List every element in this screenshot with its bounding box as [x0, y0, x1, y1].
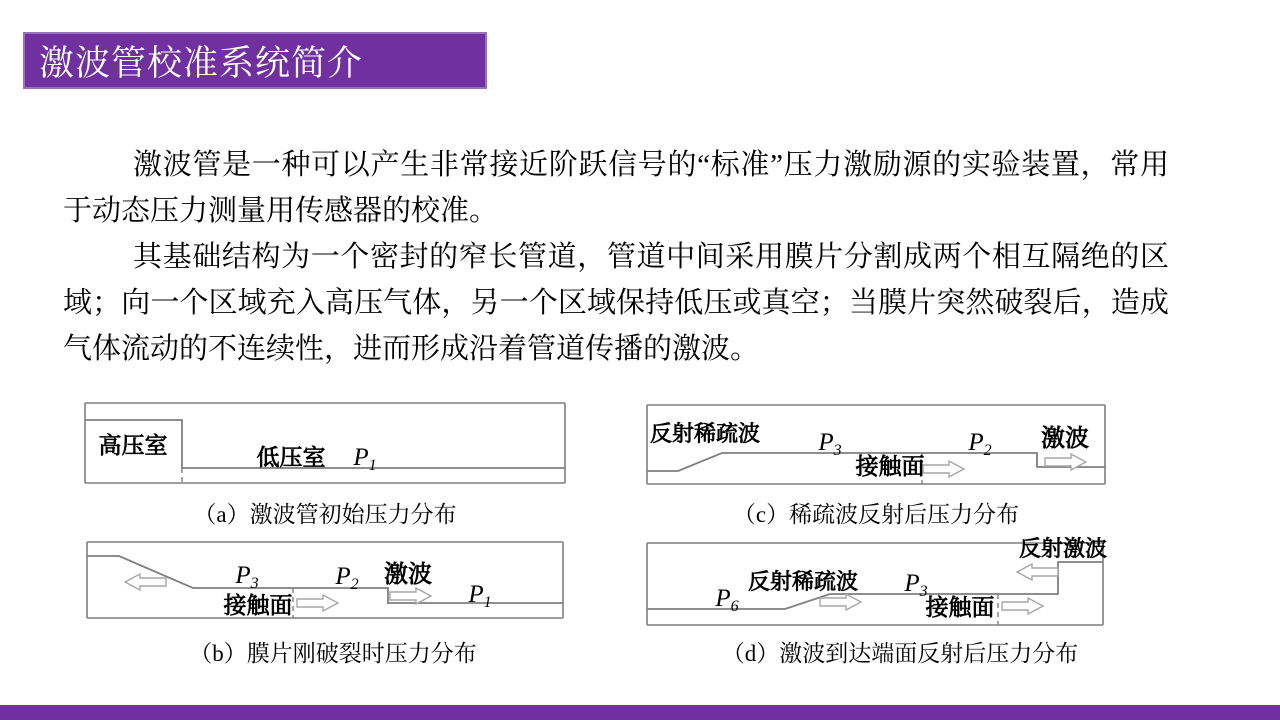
reflected-rarefaction-label: 反射稀疏波 [649, 422, 761, 447]
contact-surface-right-arrow-icon [923, 461, 964, 477]
shock-right-arrow-icon [390, 588, 431, 604]
diagram-b [87, 542, 563, 619]
expansion-wave-left-arrow-icon [125, 574, 166, 590]
contact-surface-right-arrow-icon [297, 595, 338, 611]
diagram-c [647, 405, 1105, 484]
p2-label: $P_2$ [335, 563, 359, 593]
p3-label: $P_3$ [818, 429, 842, 459]
p3-label: $P_3$ [904, 570, 928, 600]
slide-title: 激波管校准系统简介 [39, 43, 364, 83]
reflected-shock-label: 反射激波 [1018, 537, 1108, 562]
p3-label: $P_3$ [235, 562, 259, 592]
contact-surface-label: 接触面 [925, 595, 995, 621]
diagram-c-caption: （c）稀疏波反射后压力分布 [732, 502, 1020, 527]
contact-surface-label: 接触面 [223, 593, 293, 619]
diagram-b-caption: （b）膜片刚破裂时压力分布 [189, 641, 477, 666]
p1-label: $P_1$ [353, 444, 377, 474]
diagram-a-caption: （a）激波管初始压力分布 [193, 502, 457, 527]
title-banner [23, 32, 487, 89]
diagram-b-canvas [87, 542, 563, 619]
contact-surface-label: 接触面 [855, 454, 925, 480]
body-paragraph-2: 其基础结构为一个密封的窄长管道，管道中间采用膜片分割成两个相互隔绝的区域；向一个区域充入高压气体，另一个区域保持低压或真空；当膜片突然破裂后，造成气体流动的不连续性，进而形成沿着管道传播的激波。 [63, 241, 1169, 365]
diagram-c-canvas [647, 405, 1105, 484]
low-chamber-label: 低压室 [256, 445, 326, 471]
body-paragraph-1: 激波管是一种可以产生非常接近阶跃信号的“标准”压力激励源的实验装置，常用于动态压力测量用传感器的校准。 [63, 149, 1169, 227]
contact-surface-right-arrow-icon [1002, 598, 1043, 614]
p1-label: $P_1$ [468, 581, 492, 611]
diagram-d-caption: （d）激波到达端面反射后压力分布 [721, 641, 1079, 666]
rarefaction-right-arrow-icon [820, 594, 861, 610]
diagram-d [647, 537, 1108, 625]
p6-label: $P_6$ [715, 585, 739, 615]
body-text [63, 142, 1169, 372]
footer-bar [0, 705, 1280, 720]
diagram-d-canvas [647, 537, 1108, 625]
reflected-rarefaction-label: 反射稀疏波 [747, 570, 859, 595]
high-chamber-label: 高压室 [98, 433, 168, 459]
p2-label: $P_2$ [968, 429, 992, 459]
diagram-a-canvas [85, 403, 565, 484]
reflected-shock-left-arrow-icon [1017, 564, 1058, 580]
shock-label: 激波 [1041, 424, 1089, 452]
diagram-a [85, 403, 565, 484]
shock-label: 激波 [384, 560, 432, 588]
